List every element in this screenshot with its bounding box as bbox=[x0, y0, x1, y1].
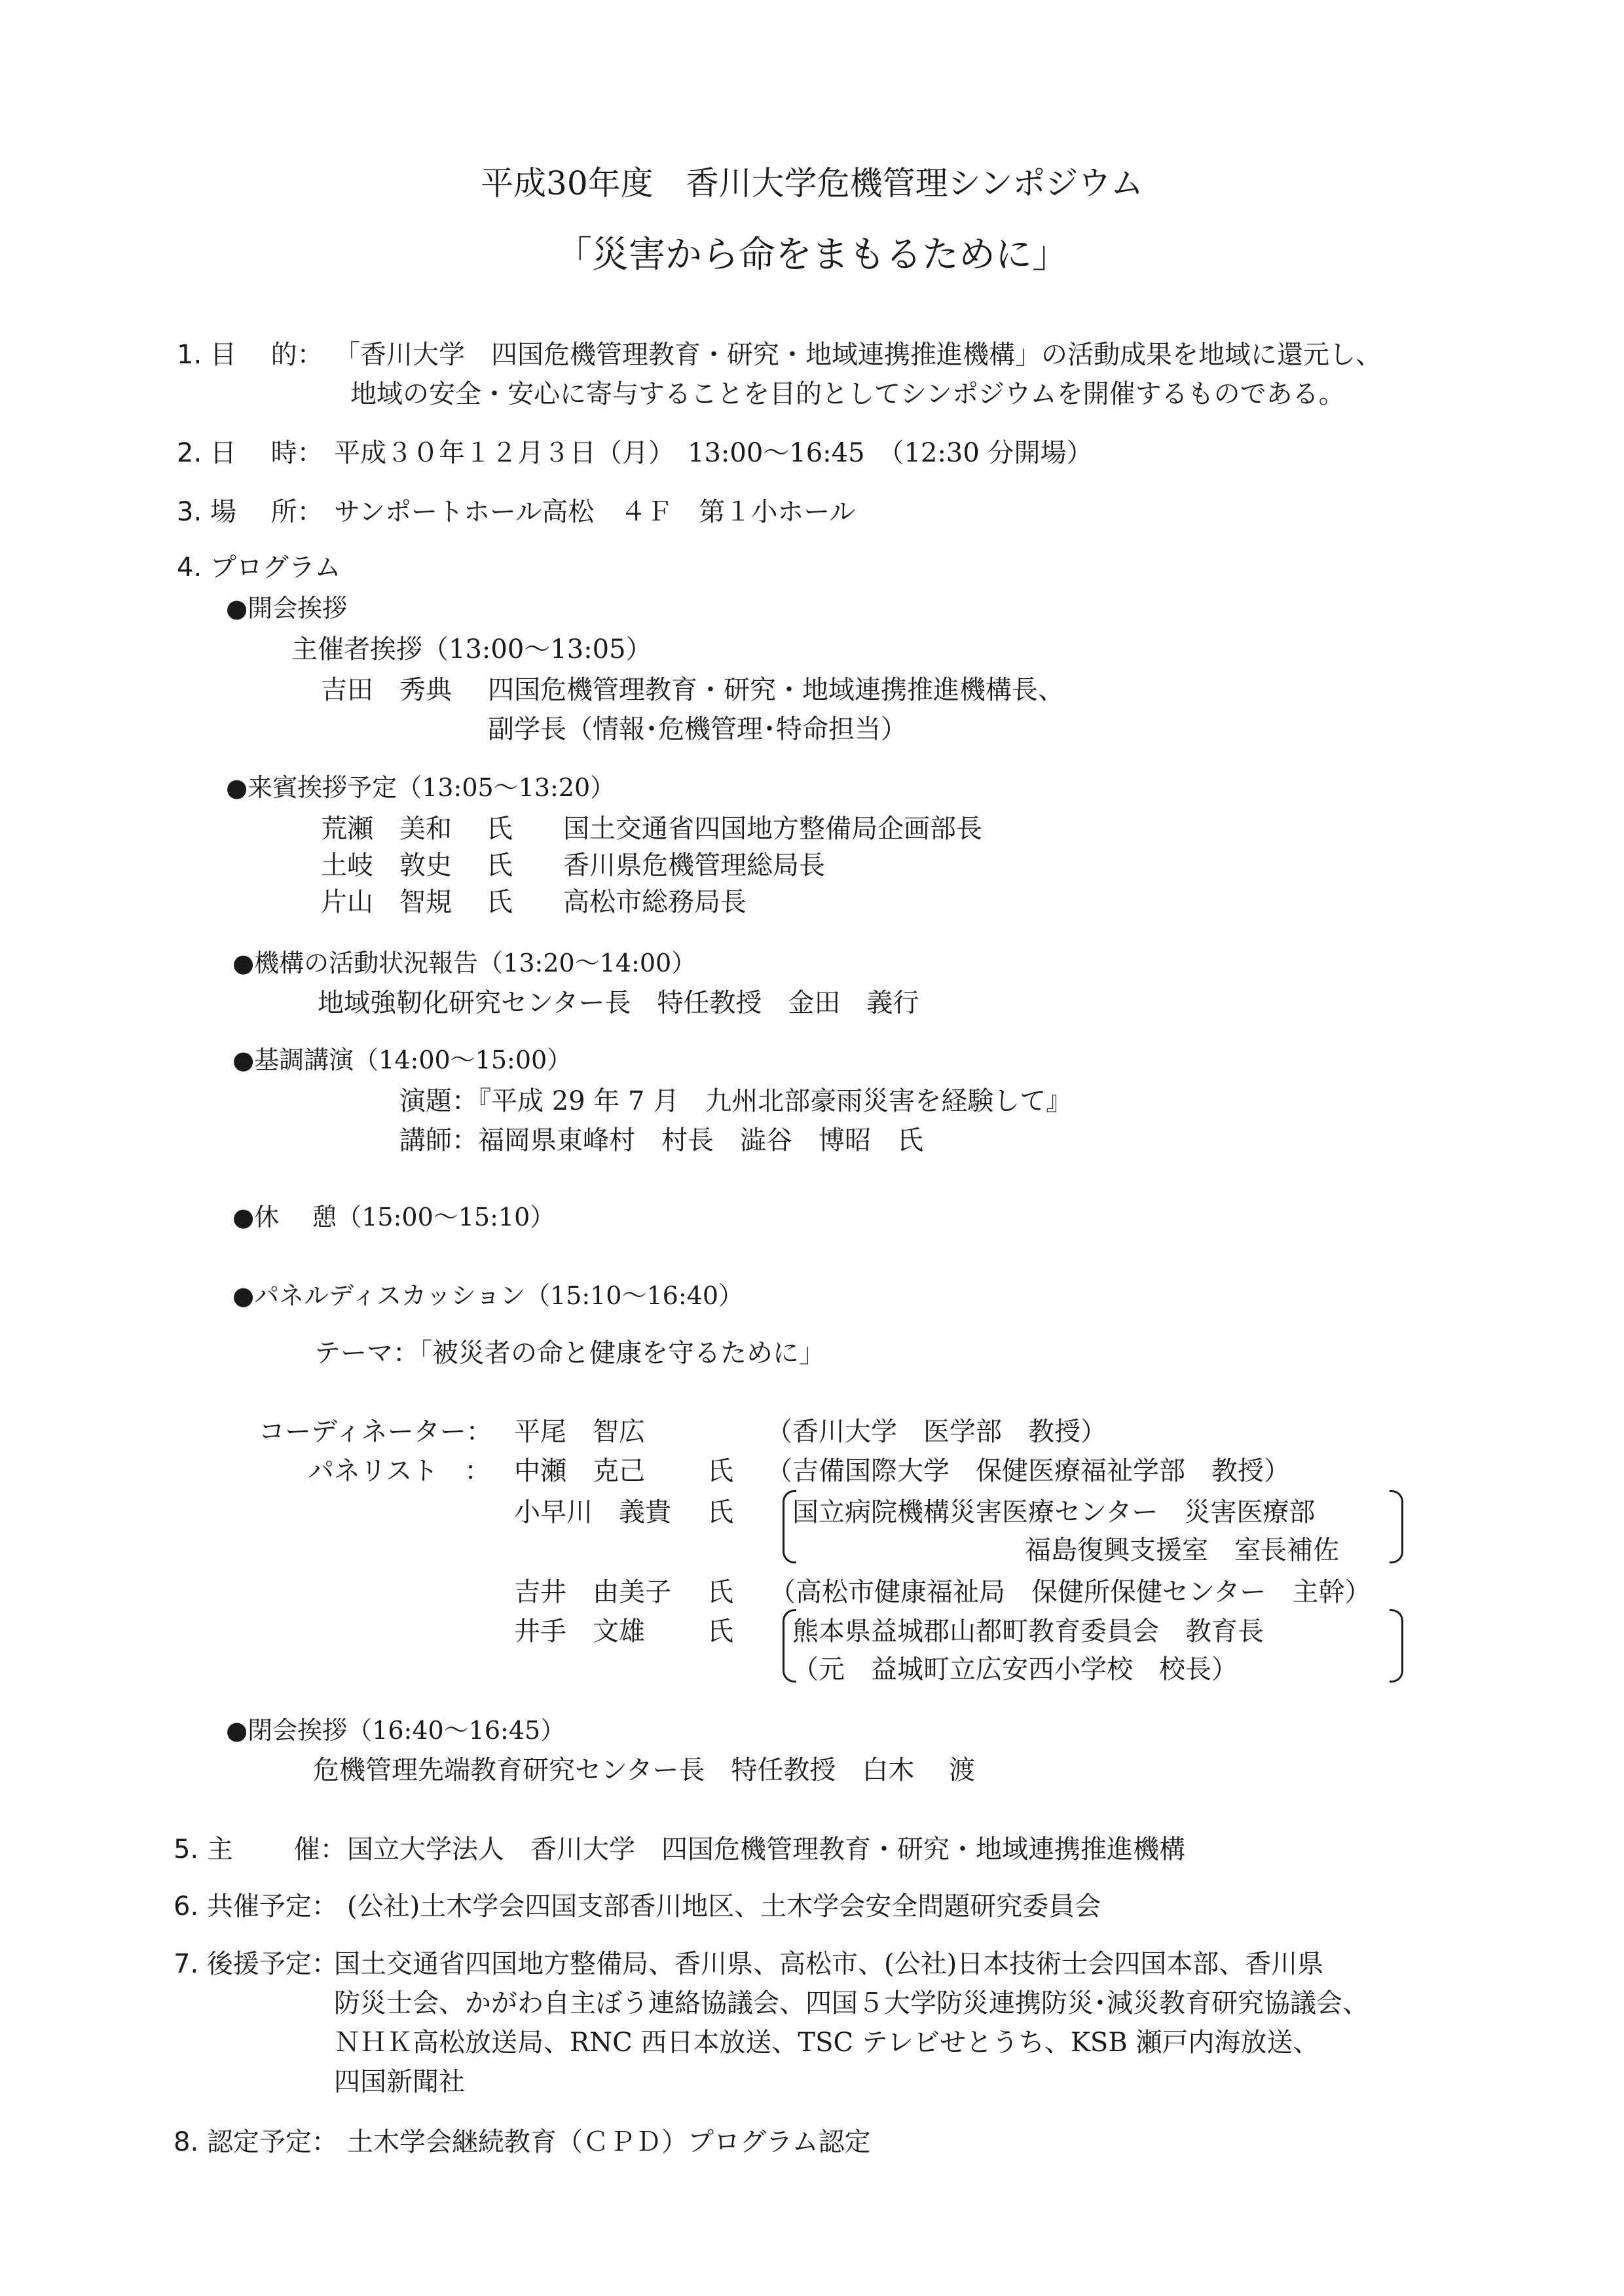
panelist-3-suffix: 氏 bbox=[707, 1577, 733, 1607]
guest-role-1: 国土交通省四国地方整備局企画部長 bbox=[563, 814, 982, 844]
opening-head: ●開会挨拶 bbox=[226, 594, 348, 623]
support-line-1: 国土交通省四国地方整備局、香川県、高松市、(公社)日本技術士会四国本部、香川県 bbox=[334, 1949, 1324, 1979]
certification-label: 8. 認定予定： bbox=[174, 2127, 338, 2157]
purpose-line-1: 「香川大学 四国危機管理教育・研究・地域連携推進機構」の活動成果を地域に還元し、 bbox=[334, 340, 1382, 370]
support-line-2: 防災士会、かがわ自主ぼう連絡協議会、四国５大学防災連携防災･減災教育研究協議会、 bbox=[334, 1988, 1369, 2018]
guest-name-2: 土岐 敦史 氏 bbox=[321, 850, 513, 881]
panelist-1-name: 中瀬 克己 bbox=[514, 1456, 645, 1486]
report-head: ●機構の活動状況報告（13:20〜14:00） bbox=[232, 949, 697, 977]
panelist-1-affiliation: （吉備国際大学 保健医療福祉学部 教授） bbox=[766, 1456, 1290, 1486]
page-subtitle: 「災害から命をまもるために」 bbox=[555, 234, 1069, 276]
opening-role-2: 副学長（情報･危機管理･特命担当） bbox=[488, 714, 907, 744]
bracket-right-2 bbox=[1390, 1490, 1403, 1563]
guest-head: ●来賓挨拶予定（13:05〜13:20） bbox=[226, 773, 616, 802]
panelist-4-suffix: 氏 bbox=[707, 1616, 733, 1647]
purpose-label: 1. 目 的： bbox=[177, 340, 323, 370]
panelist-3-name: 吉井 由美子 bbox=[514, 1577, 671, 1607]
guest-role-3: 高松市総務局長 bbox=[563, 887, 747, 917]
venue-label: 3. 場 所： bbox=[177, 497, 323, 527]
guest-name-3: 片山 智規 氏 bbox=[321, 887, 513, 917]
keynote-title: 演題：『平成 29 年 7 月 九州北部豪雨災害を経験して』 bbox=[399, 1086, 1073, 1116]
page-title: 平成30年度 香川大学危機管理シンポジウム bbox=[481, 164, 1143, 202]
datetime-label: 2. 日 時： bbox=[177, 438, 323, 468]
panelist-4-affiliation-2: （元 益城町立広安西小学校 校長） bbox=[792, 1654, 1238, 1685]
certification-text: 土木学会継続教育（ＣＰＤ）プログラム認定 bbox=[347, 2127, 871, 2157]
guest-name-1: 荒瀬 美和 氏 bbox=[321, 814, 513, 844]
panelist-label: パネリスト ： bbox=[308, 1456, 491, 1486]
keynote-speaker: 講師：福岡県東峰村 村長 澁谷 博昭 氏 bbox=[399, 1125, 923, 1156]
venue-text: サンポートホール高松 ４Ｆ 第１小ホール bbox=[334, 497, 856, 527]
panel-head: ●パネルディスカッション（15:10〜16:40） bbox=[232, 1281, 743, 1310]
panelist-4-name: 井手 文雄 bbox=[514, 1616, 645, 1647]
support-label: 7. 後援予定： bbox=[174, 1949, 338, 1979]
panelist-2-affiliation-1: 国立病院機構災害医療センター 災害医療部 bbox=[792, 1497, 1316, 1527]
purpose-line-2: 地域の安全・安心に寄与することを目的としてシンポジウムを開催するものである。 bbox=[350, 379, 1345, 409]
guest-role-2: 香川県危機管理総局長 bbox=[563, 850, 825, 881]
opening-sub: 主催者挨拶（13:00〜13:05） bbox=[291, 634, 652, 665]
panelist-2-name: 小早川 義貴 bbox=[514, 1497, 671, 1527]
support-line-4: 四国新聞社 bbox=[334, 2067, 465, 2097]
panelist-2-affiliation-2: 福島復興支援室 室長補佐 bbox=[1025, 1535, 1339, 1565]
coordinator-label: コーディネーター： bbox=[259, 1417, 492, 1447]
opening-role-1: 四国危機管理教育・研究・地域連携推進機構長、 bbox=[488, 675, 1064, 705]
program-label: 4. プログラム bbox=[177, 553, 341, 583]
organizer-text: 国立大学法人 香川大学 四国危機管理教育・研究・地域連携推進機構 bbox=[347, 1834, 1185, 1865]
keynote-head: ●基調講演（14:00〜15:00） bbox=[232, 1046, 572, 1074]
report-text: 地域強靭化研究センター長 特任教授 金田 義行 bbox=[318, 988, 919, 1018]
cohost-text: (公社)土木学会四国支部香川地区、土木学会安全問題研究委員会 bbox=[347, 1891, 1101, 1922]
bracket-right-4 bbox=[1390, 1609, 1403, 1683]
organizer-label: 5. 主 催： bbox=[174, 1834, 346, 1865]
panelist-3-affiliation: （高松市健康福祉局 保健所保健センター 主幹） bbox=[769, 1577, 1371, 1607]
panelist-1-suffix: 氏 bbox=[707, 1456, 733, 1486]
panelist-4-affiliation-1: 熊本県益城郡山都町教育委員会 教育長 bbox=[792, 1616, 1264, 1647]
opening-name: 吉田 秀典 bbox=[321, 675, 452, 705]
closing-head: ●閉会挨拶（16:40〜16:45） bbox=[226, 1716, 566, 1745]
panelist-2-suffix: 氏 bbox=[707, 1497, 733, 1527]
break-head: ●休 憩（15:00〜15:10） bbox=[232, 1203, 555, 1231]
datetime-text: 平成３０年１２月３日（月） 13:00〜16:45 （12:30 分開場） bbox=[334, 438, 1093, 468]
closing-text: 危機管理先端教育研究センター長 特任教授 白木 渡 bbox=[313, 1755, 976, 1785]
cohost-label: 6. 共催予定： bbox=[174, 1891, 338, 1922]
support-line-3: ＮＨＫ高松放送局、RNC 西日本放送、TSC テレビせとうち、KSB 瀬戸内海放送、 bbox=[334, 2028, 1320, 2058]
coordinator-name: 平尾 智広 bbox=[514, 1417, 645, 1447]
coordinator-affiliation: （香川大学 医学部 教授） bbox=[766, 1417, 1107, 1447]
panel-theme: テーマ：「被災者の命と健康を守るために」 bbox=[314, 1338, 825, 1368]
